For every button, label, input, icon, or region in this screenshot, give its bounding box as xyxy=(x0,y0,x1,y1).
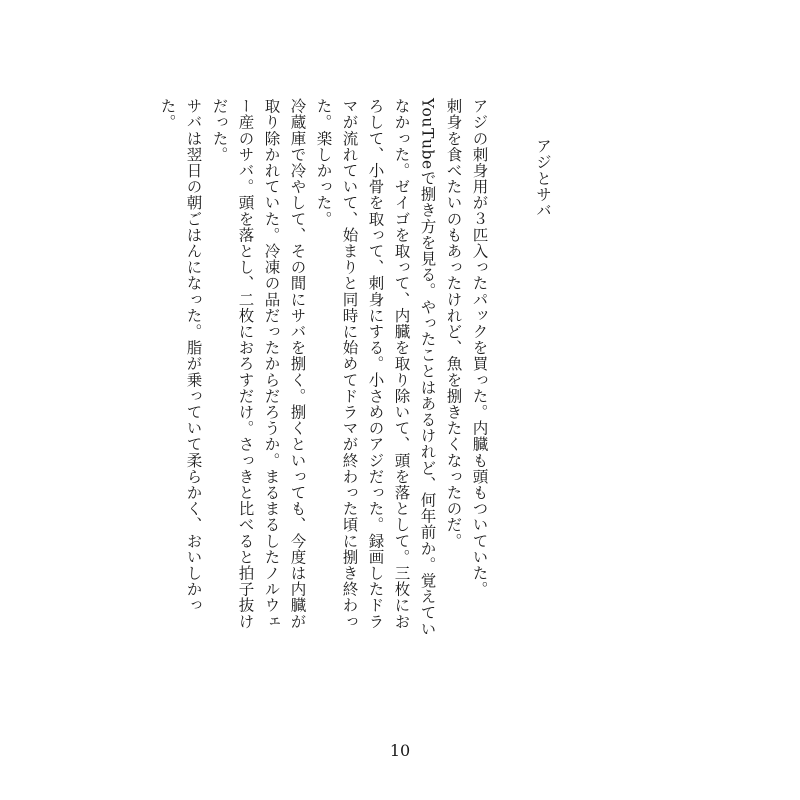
paragraph-3: YouTubeで捌き方を見る。やったことはあるけれど、何年前か。覚えていなかった。ゼイゴを取って、内臓を取り除いて、頭を落として。三枚におろして、小骨を取って、刺身にする。小さめのアジだった。録画したドラマが流れていて、始まりと同時に始めてドラマが終わった頃に捌き終わった。楽しかった。 xyxy=(314,98,437,637)
paragraph-2: 刺身を食べたいのもあったけれど、魚を捌きたくなったのだ。 xyxy=(444,98,463,549)
vertical-text-body xyxy=(155,98,551,638)
paragraph-1: アジの刺身用が３匹入ったパックを買った。内臓も頭もついていた。 xyxy=(470,98,489,598)
page-number: 10 xyxy=(389,741,411,760)
paragraph-4: 冷蔵庫で冷やして、その間にサバを捌く。捌くといっても、今度は内臓が取り除かれていた。冷凍の品だったからだろうか。まるまるしたノルウェー産のサバ。頭を落とし、二枚におろすだけ。さっきと比べると拍子抜けだった。 xyxy=(210,98,307,630)
chapter-title: アジとサバ xyxy=(534,138,552,219)
paragraph-5: サバは翌日の朝ごはんになった。脂が乗っていて柔らかく、おいしかった。 xyxy=(158,98,203,614)
